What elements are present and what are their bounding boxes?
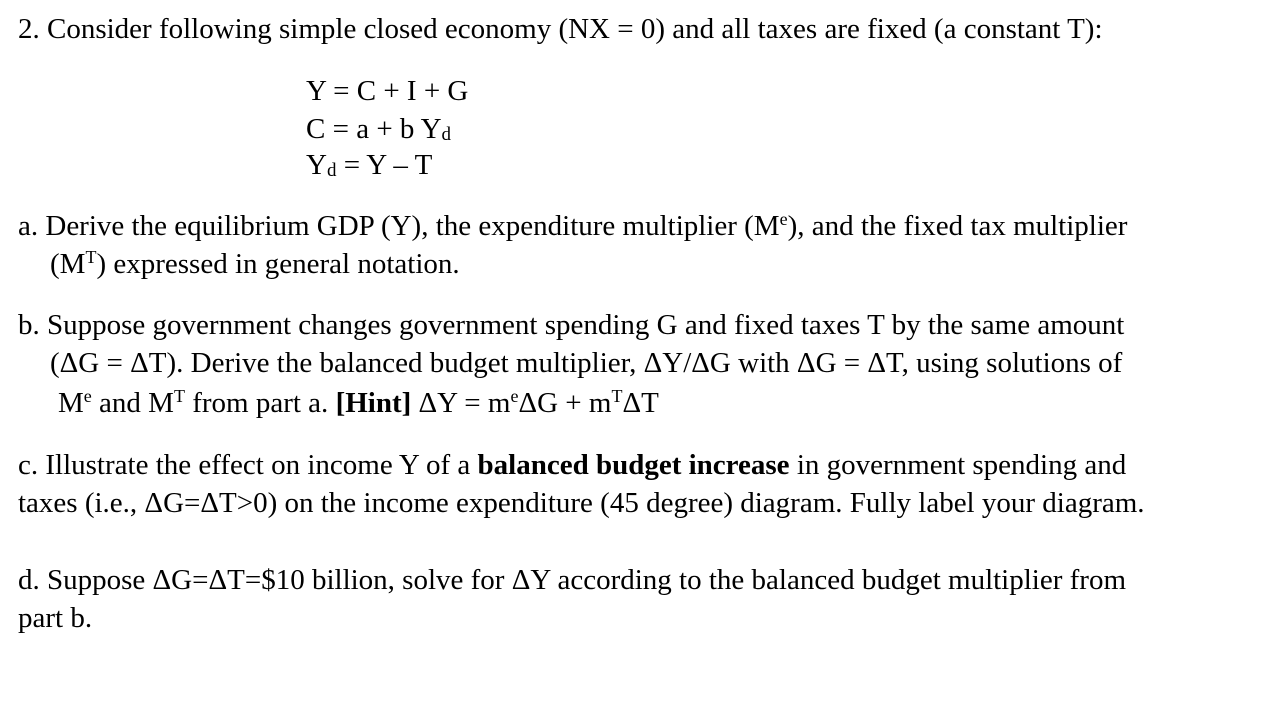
- part-a-line-1: a. Derive the equilibrium GDP (Y), the expenditure multiplier (Me), and the fixed tax multiplier: [18, 209, 1128, 242]
- balanced-budget-emphasis: balanced budget increase: [477, 449, 790, 481]
- question-heading: [18, 10, 1103, 48]
- part-a-line-2: $(M^T)$ expressed in general notation.: [50, 247, 460, 280]
- part-c-line-1: c. Illustrate the effect on income Y of a balanced budget increase in government spending and: [18, 449, 1127, 481]
- part-b-line-3: Me and $M^T$ from part a. [Hint] $\Delta Y = m^e\Delta G + m^T\Delta T$: [58, 386, 659, 419]
- part-d-line-1: d. Suppose ΔG=ΔT=$10 billion, solve for ΔY according to the balanced budget multiplier from: [18, 564, 1127, 596]
- hint-label: [Hint]: [335, 387, 412, 419]
- equation-output: Y = C + I + G: [306, 75, 469, 107]
- heading-text: 2. Consider following simple closed economy (NX = 0) and all taxes are fixed (a constant T):: [18, 13, 1103, 45]
- part-d-line-2: part b.: [18, 602, 93, 634]
- part-b-line-1: b. Suppose government changes government spending G and fixed taxes T by the same amount: [18, 309, 1125, 341]
- part-b-line-2: (ΔG = ΔT). Derive the balanced budget multiplier, ΔY/ΔG with ΔG = ΔT, using solutions of: [50, 347, 1123, 379]
- part-c-line-2: taxes (i.e., ΔG=ΔT>0) on the income expenditure (45 degree) diagram. Fully label your diagram.: [18, 487, 1145, 519]
- equation-disposable-income: Yd = Y – T: [306, 149, 433, 181]
- equation-consumption: C = a + b Yd: [306, 113, 452, 145]
